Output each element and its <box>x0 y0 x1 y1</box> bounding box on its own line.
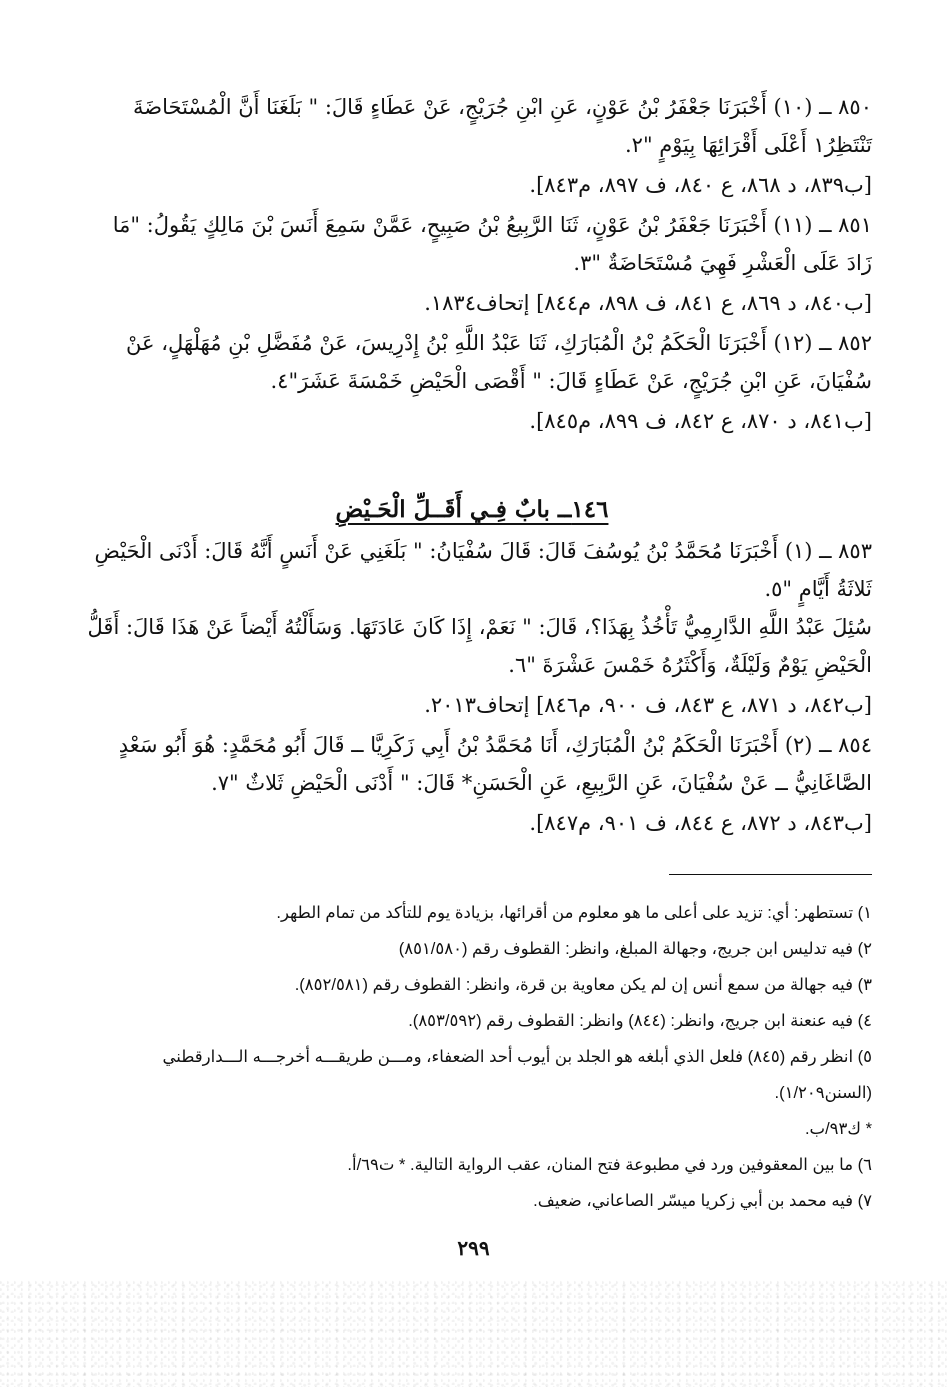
hadith-line: سُفْيَانَ، عَنِ ابْنِ جُرَيْجٍ، عَنْ عَطَاءٍ قَالَ: " أَقْصَى الْحَيْضِ خَمْسَةَ عَشَرَ"٤. <box>270 369 872 393</box>
hadith-reference: [ب٨٤٠، د ٨٦٩، ع ٨٤١، ف ٨٩٨، م٨٤٤] إتحاف١٨٣٤. <box>424 291 872 315</box>
hadith-text <box>72 532 872 684</box>
footnote: ٧) فيه محمد بن أبي زكريا ميسّر الصاعاني، ضعيف. <box>533 1192 872 1210</box>
hadith-line: ٨٥١ ــ (١١) أَخْبَرَنَا جَعْفَرُ بْنُ عَوْنٍ، ثَنَا الرَّبِيعُ بْنُ صَبِيحٍ، عَمَّنْ سَمِعَ أَنَسَ بْنَ مَالِكٍ يَقُولُ: "مَا <box>112 213 872 237</box>
chapter-title: ١٤٦ــ بابٌ فِـي أَقَــلِّ الْحَـيْضِ <box>335 496 609 523</box>
hadith-line: الْحَيْضِ يَوْمٌ وَلَيْلَةٌ، وَأَكْثَرُهُ خَمْسَ عَشْرَةَ "٦. <box>508 653 872 677</box>
footnote: ٤) فيه عنعنة ابن جريج، وانظر: (٨٤٤) وانظر: القطوف رقم (٨٥٣/٥٩٢). <box>408 1012 872 1030</box>
hadith-line: ٨٥٤ ــ (٢) أَخْبَرَنَا الْحَكَمُ بْنُ الْمُبَارَكِ، أَنَا مُحَمَّدُ بْنُ أَبِي زَكَرِيَّا ــ قَالَ أَبُو مُحَمَّدٍ: هُوَ أَبُو سَعْدٍ <box>118 733 872 757</box>
hadith-line: ثَلاثَةُ أَيَّامٍ "٥. <box>764 577 872 601</box>
page-number: ٢٩٩ <box>457 1236 490 1260</box>
hadith-text <box>72 206 872 282</box>
hadith-entry-854 <box>72 726 872 842</box>
hadith-reference: [ب٨٤٣، د ٨٧٢، ع ٨٤٤، ف ٩٠١، م٨٤٧]. <box>529 811 872 835</box>
footnote: ٣) فيه جهالة من سمع أنس إن لم يكن معاوية بن قرة، وانظر: القطوف رقم (٨٥٢/٥٨١). <box>294 976 872 994</box>
hadith-entry-850 <box>72 88 872 204</box>
hadith-text <box>72 324 872 400</box>
hadith-line: ٨٥٢ ــ (١٢) أَخْبَرَنَا الْحَكَمُ بْنُ الْمُبَارَكِ، ثَنَا عَبْدُ اللَّهِ بْنُ إِدْرِيسَ، عَنْ مُفَضَّلِ بْنِ مُهَلْهَلٍ، عَنْ <box>126 331 872 355</box>
footnotes <box>72 895 872 1219</box>
hadith-text <box>72 88 872 164</box>
hadith-line: ٨٥٣ ــ (١) أَخْبَرَنَا مُحَمَّدُ بْنُ يُوسُفَ قَالَ: قَالَ سُفْيَانُ: " بَلَغَنِي عَنْ أَنَسٍ أَنَّهُ قَالَ: أَدْنَى الْحَيْضِ <box>94 539 872 563</box>
hadith-reference: [ب٨٤١، د ٨٧٠، ع ٨٤٢، ف ٨٩٩، م٨٤٥]. <box>529 409 872 433</box>
footnote: * ك٩٣/ب. <box>804 1120 872 1138</box>
hadith-reference: [ب٨٤٢، د ٨٧١، ع ٨٤٣، ف ٩٠٠، م٨٤٦] إتحاف٢٠١٣. <box>424 693 872 717</box>
footnote-divider <box>669 874 872 875</box>
footnote: ٦) ما بين المعقوفين ورد في مطبوعة فتح المنان، عقب الرواية التالية. * ت٦٩/أ. <box>347 1156 872 1174</box>
scan-noise <box>0 1277 947 1387</box>
hadith-line: سُئِلَ عَبْدُ اللَّهِ الدَّارِمِيُّ تَأْخُذُ بِهَذَا؟، قَالَ: " نَعَمْ، إِذَا كَانَ عَادَتَهَا. وَسَأَلْتُهُ أَيْضاً عَنْ هَذَا قَالَ: أَقَلُّ <box>87 615 872 639</box>
footnote: ٢) فيه تدليس ابن جريج، وجهالة المبلغ، وانظر: القطوف رقم (٨٥١/٥٨٠) <box>398 940 872 958</box>
chapter-heading <box>72 490 872 530</box>
footnote: ١) تستطهر: أي: تزيد على أعلى ما هو معلوم من أقرائها، بزيادة يوم للتأكد من تمام الطهر. <box>276 904 872 922</box>
footnote: ٥) انظر رقم (٨٤٥) فلعل الذي أبلغه هو الجلد بن أيوب أحد الضعفاء، ومـــن طريقـــه أخرجـــه الـــدارقطني <box>162 1048 872 1066</box>
hadith-line: ٨٥٠ ــ (١٠) أَخْبَرَنَا جَعْفَرُ بْنُ عَوْنٍ، عَنِ ابْنِ جُرَيْجٍ، عَنْ عَطَاءٍ قَالَ: " بَلَغَنَا أَنَّ الْمُسْتَحَاضَةَ <box>133 95 872 119</box>
hadith-line: تَنْتَظِرُ١ أَعْلَى أَقْرَائِهَا بِيَوْمٍ "٢. <box>624 133 872 157</box>
hadith-line: الصَّاغَانِيُّ ــ عَنْ سُفْيَانَ، عَنِ الرَّبِيعِ، عَنِ الْحَسَنِ* قَالَ: " أَدْنَى الْحَيْضِ ثَلاثٌ "٧. <box>211 771 872 795</box>
hadith-entry-853 <box>72 532 872 724</box>
footnote: (السنن١/٢٠٩). <box>774 1084 872 1102</box>
hadith-line: زَادَ عَلَى الْعَشْرِ فَهِيَ مُسْتَحَاضَةٌ "٣. <box>573 251 872 275</box>
hadith-reference: [ب٨٣٩، د ٨٦٨، ع ٨٤٠، ف ٨٩٧، م٨٤٣]. <box>529 173 872 197</box>
hadith-entry-851 <box>72 206 872 322</box>
hadith-text <box>72 726 872 802</box>
hadith-entry-852 <box>72 324 872 440</box>
